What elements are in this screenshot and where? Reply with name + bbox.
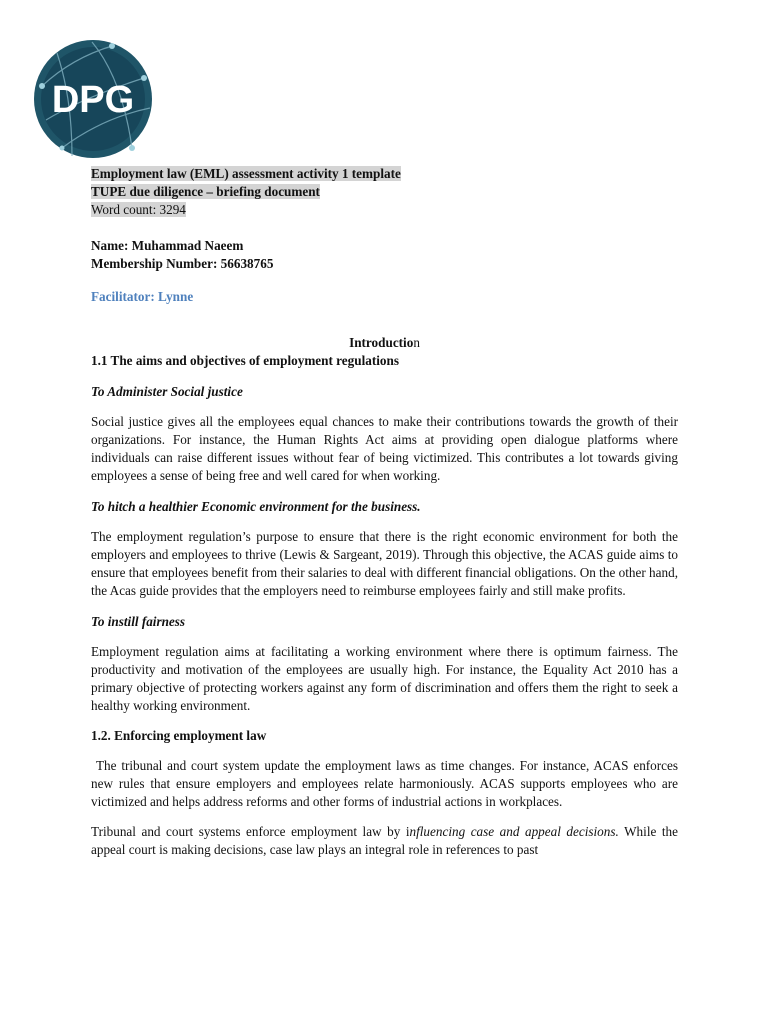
subheading-fairness: To instill fairness xyxy=(91,614,186,629)
intro-heading: Introduction xyxy=(349,335,420,350)
paragraph: Employment regulation aims at facilitating a working environment where there is optimum fairness. The productivity and motivation of the employees are usually high. For instance, the Equality Act 2010 has a primary objective of protecting workers against any form of discrimination and offers them the right to seek a healthy working environment. xyxy=(91,644,678,713)
doc-title: Employment law (EML) assessment activity 1 template xyxy=(91,166,401,181)
section-heading-1-2: 1.2. Enforcing employment law xyxy=(91,728,267,743)
membership-number: Membership Number: 56638765 xyxy=(91,256,274,271)
author-name: Name: Muhammad Naeem xyxy=(91,238,244,253)
facilitator: Facilitator: Lynne xyxy=(91,289,194,304)
dpg-logo xyxy=(32,38,154,160)
subheading-economic-environment: To hitch a healthier Economic environment for the business. xyxy=(91,499,421,514)
subheading-social-justice: To Administer Social justice xyxy=(91,384,243,399)
doc-subtitle: TUPE due diligence – briefing document xyxy=(91,184,320,199)
section-heading-1-1: 1.1 The aims and objectives of employment regulations xyxy=(91,353,399,368)
paragraph: Tribunal and court systems enforce employment law by influencing case and appeal decisions. While the appeal court is making decisions, case law plays an integral role in references to past xyxy=(91,824,678,857)
paragraph: Social justice gives all the employees equal chances to make their contributions towards the growth of their organizations. For instance, the Human Rights Act aims at providing open dialogue platforms where individuals can raise different issues without fear of being victimized. This contributes a lot towards giving employees a sense of being free and well cared for when working. xyxy=(91,414,678,483)
logo-text: DPG xyxy=(51,79,135,121)
paragraph: The employment regulation’s purpose to ensure that there is the right economic environment for both the employers and employees to thrive (Lewis & Sargeant, 2019). Through this objective, the ACAS guide aims to ensure that employees benefit from their salaries to deal with different financial obligations. On the other hand, the Acas guide provides that the employers need to reimburse employees fairly and still make profits. xyxy=(91,529,678,598)
word-count: Word count: 3294 xyxy=(91,202,186,217)
document-body xyxy=(91,165,678,859)
paragraph: The tribunal and court system update the employment laws as time changes. For instance, ACAS enforces new rules that ensure employers and employees relate harmoniously. ACAS supports employees who are victimized and helps address reforms and other forms of industrial actions in workplaces. xyxy=(91,758,678,809)
